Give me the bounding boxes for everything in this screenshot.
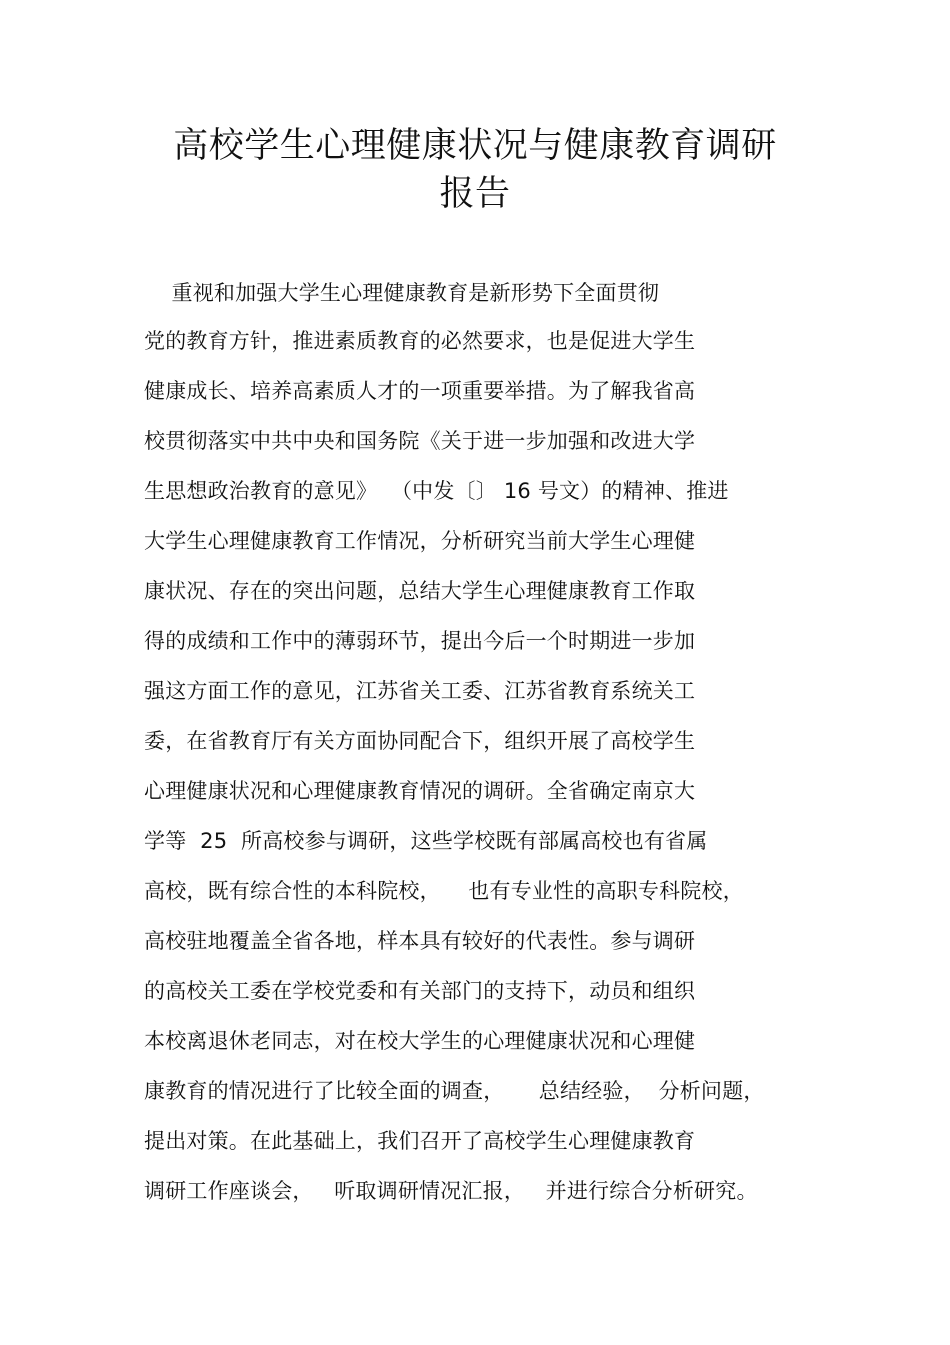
body-text-line: 生思想政治教育的意见》 （中发〔〕 16 号文）的精神、推进: [144, 479, 729, 503]
body-text-line: 康教育的情况进行了比较全面的调查， 总结经验， 分析问题，: [144, 1079, 765, 1103]
body-text-line: 大学生心理健康教育工作情况，分析研究当前大学生心理健: [144, 529, 696, 553]
body-text-line: 委，在省教育厅有关方面协同配合下，组织开展了高校学生: [144, 729, 696, 753]
body-text-line: 心理健康状况和心理健康教育情况的调研。全省确定南京大: [144, 779, 696, 803]
body-text-line: 得的成绩和工作中的薄弱环节，提出今后一个时期进一步加: [144, 629, 696, 653]
body-text-line: 康状况、存在的突出问题，总结大学生心理健康教育工作取: [144, 579, 696, 603]
body-text-line: 重视和加强大学生心理健康教育是新形势下全面贯彻: [144, 281, 660, 305]
document-title-line-2: 报告: [439, 174, 511, 214]
body-text-line: 提出对策。在此基础上，我们召开了高校学生心理健康教育: [144, 1129, 696, 1153]
body-text-line: 的高校关工委在学校党委和有关部门的支持下，动员和组织: [144, 979, 696, 1003]
body-text-line: 校贯彻落实中共中央和国务院《关于进一步加强和改进大学: [144, 429, 696, 453]
body-text-line: 调研工作座谈会， 听取调研情况汇报， 并进行综合分析研究。: [144, 1179, 758, 1203]
body-text-line: 学等 25 所高校参与调研，这些学校既有部属高校也有省属: [144, 829, 708, 853]
document-title-line-1: 高校学生心理健康状况与健康教育调研: [173, 126, 777, 166]
body-text-line: 党的教育方针，推进素质教育的必然要求，也是促进大学生: [144, 329, 696, 353]
body-text-line: 健康成长、培养高素质人才的一项重要举措。为了解我省高: [144, 379, 696, 403]
body-text-line: 高校，既有综合性的本科院校， 也有专业性的高职专科院校，: [144, 879, 744, 903]
body-text-line: 本校离退休老同志，对在校大学生的心理健康状况和心理健: [144, 1029, 696, 1053]
body-text-line: 强这方面工作的意见，江苏省关工委、江苏省教育系统关工: [144, 679, 696, 703]
body-text-line: 高校驻地覆盖全省各地，样本具有较好的代表性。参与调研: [144, 929, 696, 953]
